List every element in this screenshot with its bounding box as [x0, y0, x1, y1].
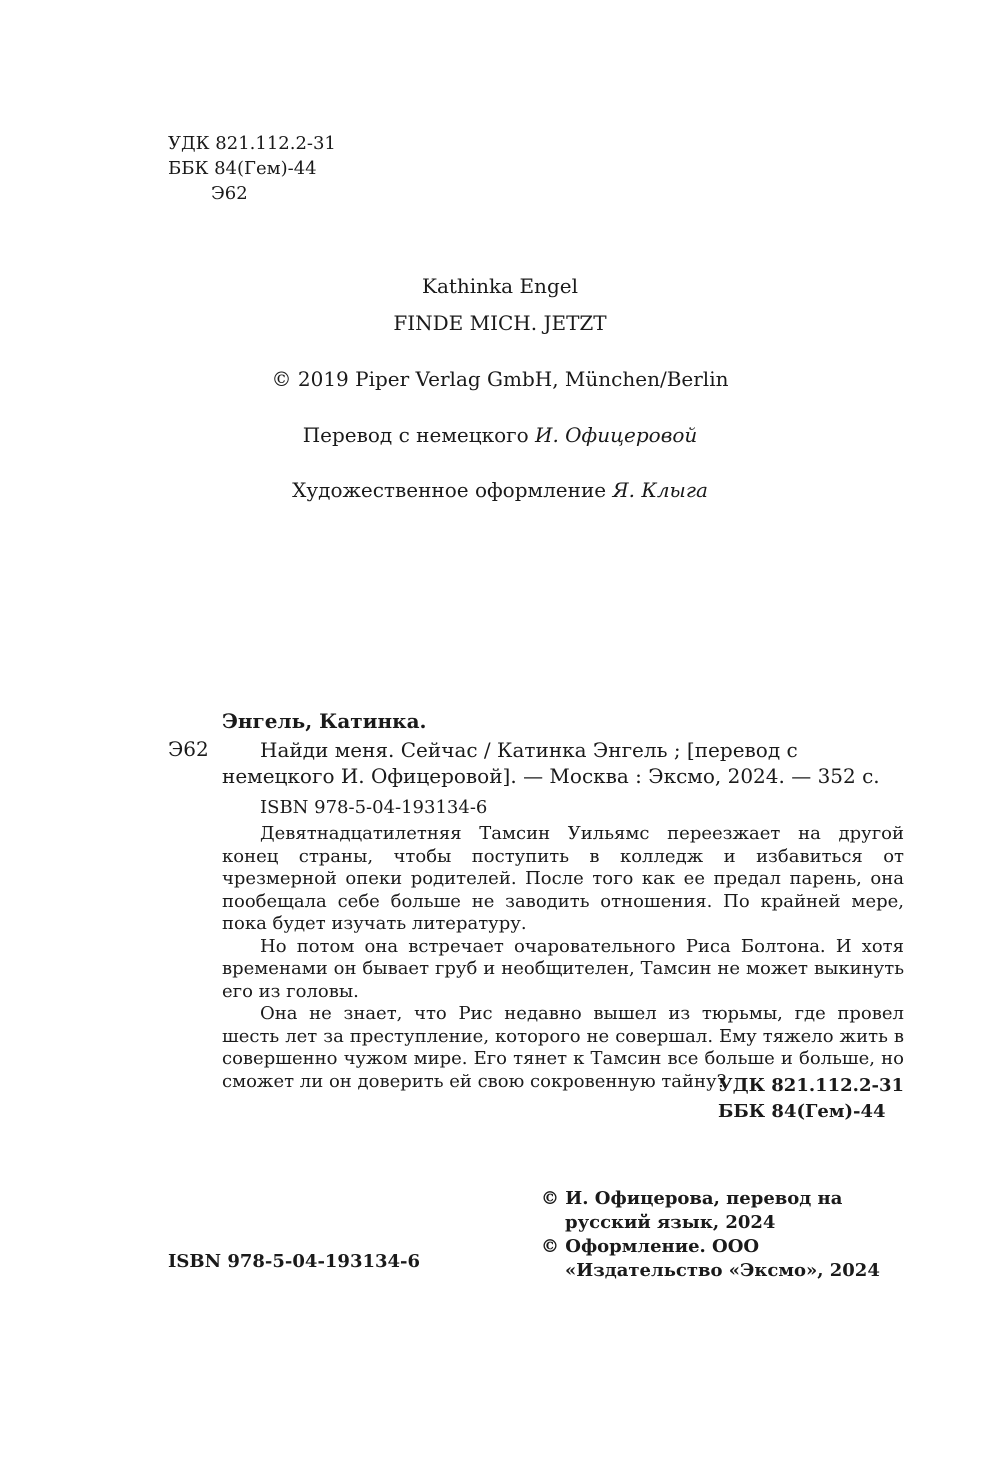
annotation-paragraph: Она не знает, что Рис недавно вышел из тюрьмы, где провел шесть лет за преступление, которого не совершал. Ему тяжело жить в совершенно чужом мире. Его тянет к Тамсин все больше и больше, но сможет ли он доверить ей свою сокровенную тайну?: [222, 1003, 904, 1092]
classification-block: [168, 131, 336, 206]
design-credit: [0, 478, 1000, 502]
author-mark: Э62: [211, 183, 248, 204]
original-author: Kathinka Engel: [422, 274, 578, 298]
udk-code: УДК 821.112.2-31: [168, 133, 336, 154]
record-code: Э62: [168, 737, 209, 761]
design-label: Художественное оформление: [292, 478, 607, 502]
annotation: [222, 823, 904, 1093]
original-copyright: © 2019 Piper Verlag GmbH, München/Berlin: [271, 367, 729, 391]
record-description: [222, 737, 904, 789]
annotation-paragraph: Девятнадцатилетняя Тамсин Уильямс переезжает на другой конец страны, чтобы поступить в колледж и избавиться от чрезмерной опеки родителей. После того как ее предал парень, она пообещала себе больше не заводить отношения. По крайней мере, пока будет изучать литературу.: [222, 823, 904, 934]
record-bbk: ББК 84(Гем)-44: [718, 1101, 886, 1122]
annotation-paragraph: Но потом она встречает очаровательного Риса Болтона. И хотя временами он бывает груб и необщителен, Тамсин не может выкинуть его из головы.: [222, 935, 904, 1002]
footer-isbn: ISBN 978-5-04-193134-6: [168, 1251, 421, 1272]
record-udk: УДК 821.112.2-31: [718, 1075, 904, 1096]
copyright-block: [541, 1187, 921, 1283]
translation-credit: [0, 423, 1000, 447]
record-description-text: Найди меня. Сейчас / Катинка Энгель ; [перевод с немецкого И. Офицеровой]. — Москва : Эксмо, 2024. — 352 с.: [222, 738, 880, 788]
bbk-code: ББК 84(Гем)-44: [168, 158, 317, 179]
record-isbn: ISBN 978-5-04-193134-6: [260, 797, 488, 818]
copyright-translation: © И. Офицерова, перевод на русский язык, 2024: [541, 1188, 843, 1233]
translator-name: И. Офицеровой: [535, 423, 698, 447]
copyright-design: © Оформление. ООО «Издательство «Эксмо», 2024: [541, 1236, 880, 1281]
designer-name: Я. Клыга: [612, 478, 708, 502]
translation-label: Перевод с немецкого: [302, 423, 529, 447]
record-classification: [718, 1073, 904, 1125]
original-title: FINDE MICH. JETZT: [393, 311, 607, 335]
record-author-heading: Энгель, Катинка.: [222, 709, 427, 733]
